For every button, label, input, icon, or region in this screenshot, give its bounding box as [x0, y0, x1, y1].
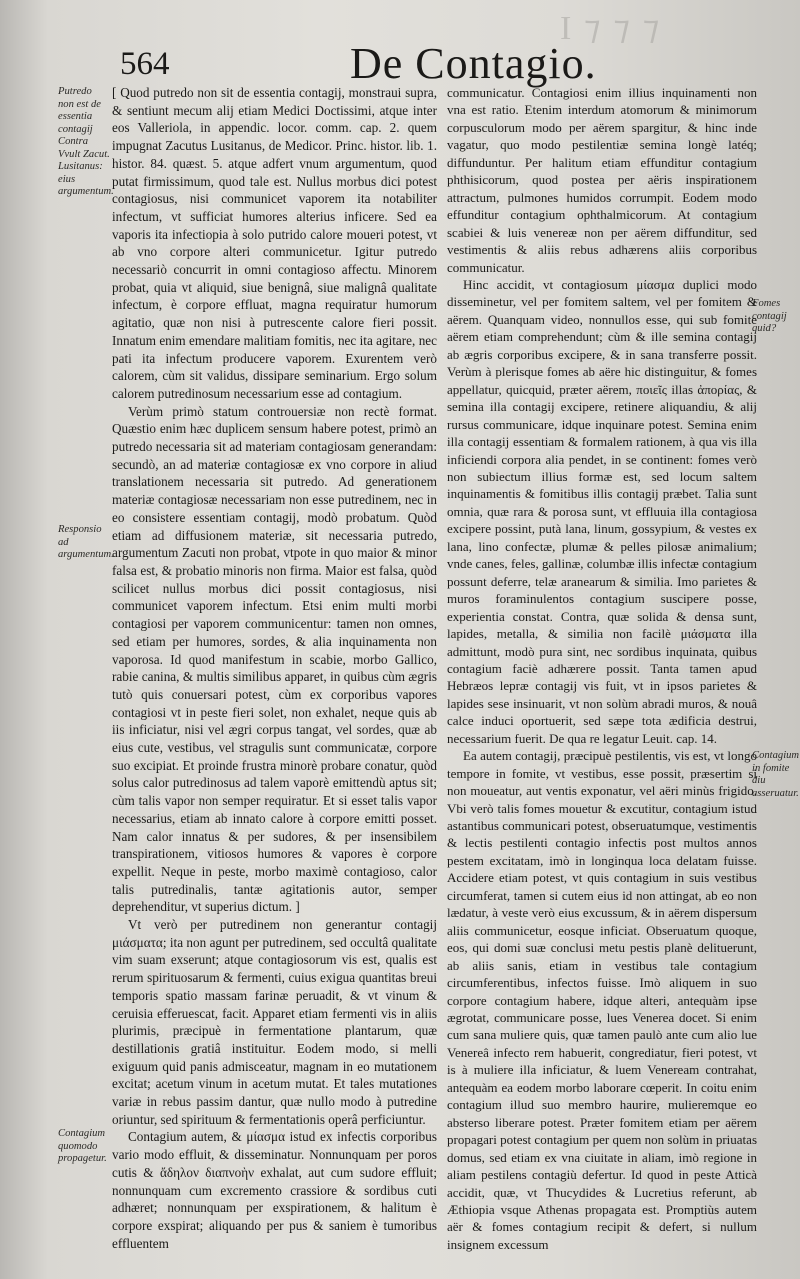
margin-note-putredo: Putredo non est de essentia contagij Contra Vvult Zacut. Lusitanus: eius argumentum. [58, 86, 114, 197]
paragraph: Vt verò per putredinem non generantur contagij μιάσματα; ita non agunt per putredinem, sed occultâ qualitate vim suam exserunt; atque contagiosorum vis est, qualis est rerum spirituosarum & fermenti, cuius exigua quantitas breui temporis spatio massam farinæ peruadit, & vt vinum & ceruisia efferuescat, facit. Apparet etiam fermenti vis in aliis plurimis, præcipuè in fermentatione plantarum, quæ destillationis gratiâ instituitur. Eodem modo, si melli exiguum quid panis admisceatur, magnam in eo mutationem excitat; acetum vinum in acetum mutat. Et tales mutationes variæ in rebus passim dantur, quæ nullo modo à putredine oriuntur, sed spirituum & fermentationis operâ perficiuntur. [112, 917, 437, 1127]
page-header [110, 38, 770, 88]
paragraph: Contagium autem, & μίασμα istud ex infectis corporibus vario modo effluit, & disseminatur. Nonnunquam per poros cutis & ἄδηλον διαπνοὴν exhalat, aut cum sudore effluit; nonnunquam cum excremento crassiore & sordibus cuti adhæret; nonnunquam per exspirationem, & halitum è corpore exspirat; aliquando per pus & saniem è tumoribus effluentem [112, 1129, 437, 1251]
margin-note-contagium-propagetur: Contagium quomodo propagetur. [58, 1128, 107, 1164]
right-column [447, 84, 757, 1253]
margin-note-responsio: Responsio ad argumentum. [58, 524, 114, 560]
paragraph: communicatur. Contagiosi enim illius inquinamenti non vna est ratio. Etenim interdum atomorum & minimorum corpusculorum modo per aërem spargitur, & hinc inde vagatur, quo modo pestilentiæ semina longè latéq; diffunduntur. Per halitum etiam effunditur contagium phthisicorum, quod postea per aëris inspirationem attractum, pulmones humidos corrumpit. Eodem modo effunditur contagium ophthalmicorum. At contagium scabiei & luis venereæ non per aërem diffunditur, sed vestimentis & aliis rebus adhærens aliis corporibus communicatur. [447, 85, 757, 275]
paragraph: Hinc accidit, vt contagiosum μίασμα duplici modo disseminetur, vel per fomitem saltem, vel per fomitem & aërem. Quanquam video, nonnullos esse, qui sub fomite aërem etiam comprehendunt; cùm & ille semina contagij ab ægris corporibus excipere, & in sana transferre possit. Verùm à plerisque fomes ab aëre hic distinguitur, & fomes appellatur, quicquid, præter aërem, ποιεῖς illas ἀπορίας, & semina illa contagij excipere, retinere aliquandiu, & alij rursus communicare, idque inquinare potest. Semina enim illa contagij essentiam & formalem rationem, à qua vis illa inficiendi corpora alia pendet, in se continent: fomes verò non subiectum illius formæ est, sed locum saltem inquinamentis & fomitibus illis contagij præbet. Talia sunt omnia, quæ rara & porosa sunt, vt effluuia illa contagiosa excipere possint, putà lana, linum, gossypium, & vestes ex lana, lino confectæ, plumæ & pelles pilosæ animalium; vnde canes, feles, gallinæ, columbæ illis infectæ contagium possunt deferre, telæ aranearum & similia. Imo parietes & muros foraminulentos contagium suscipere posse, experientia constat. Contra, quæ solida & densa sunt, lapides, metalla, & similia non facilè μιάσματα illa admittunt, modò pura sint, nec sordibus inquinata, quibus contagium faciè adhærere possit. Tanta tamen apud Hebræos lepræ contagij vis fuit, vt in ipsos parietes & lapides sese insinuarit, vt non solùm abradi muros, & nouâ calce induci oportuerit, sed sæpe tota ædificia destrui, necessarium fuerit. De qua re legatur Leuit. cap. 14. [447, 276, 757, 746]
margin-note-contagium-fomite: Contagium in fomite diu asseruatur. [752, 750, 800, 799]
bleed-through-text: I ⁊ ⁊ ⁊ [560, 10, 662, 47]
left-column [112, 84, 437, 1252]
running-title: De Contagio. [350, 39, 597, 88]
margin-note-fomes: Fomes contagij quid? [752, 298, 787, 334]
page-number: 564 [120, 46, 170, 82]
paragraph: [ Quod putredo non sit de essentia contagij, monstraui supra, & sentiunt mecum alij etiam Medici Doctissimi, atque inter eos Valleriola, in appendic. locor. comm. cap. 2. quem impugnat Zacutus Lusitanus, de Medicor. Princ. histor. lib. 1. histor. 84. quæst. 5. atque adfert vnum argumentum, quod putat firmissimum, quod tale est. Nullus morbus dici potest contagiosus, nisi communicet vaporem ita notabiliter infectum, vt sufficiat humores alterius inficere. Sed ea vaporis ita infectiopia à solo putrido calore moueri potest, vt ab vno corpore alteri communicetur. Igitur putredo necessariò concurrit in omni contagioso affectu. Minorem probat, quia vt aliquid, siue benignâ, siue malignâ qualitate infectum, è corpore effluat, magna requiratur humorum agitatio, quæ non nisi à putrescente calore fieri possit. Innatum enim emendare malitiam fomitis, nec ita agitare, nec pati ita infectum producere vaporem. Exurentem verò calorem, cùm sit validus, dissipare seminarium. Ergo solum calorem putredinosum necessarium esse ad contagium. [112, 85, 437, 401]
paragraph: Ea autem contagij, præcipuè pestilentis, vis est, vt longo tempore in fomite, vt vestibus, esse possit, præsertim si non moueatur, aut ventis exponatur, vel aëri minùs frigido. Vbi verò talis fomes mouetur & excutitur, contagium istud astantibus communicari potest, obseruatumque, vestimentis & lectis pestilenti contagio infectis post multos annos pestem excitatam, imò in longinqua loca delatam fuisse. Accidere etiam potest, vt quis contagium in suis vestibus circumferat, tamen si cutem eius id non attingat, ab eo non lædatur, à veste verò eius excussum, & in aërem dispersum aliis communicetur, eosque inficiat. Obseruatum quoque, eos, qui domi suæ conclusi metu pestis planè delituerunt, ab aliis sanis, etiam in vestibus tale contagium circumferentibus, infectos fuisse. Imò aliquem in suo corpore contagium habere, idque alteri, antequàm ipse ægrotat, communicare posse, lues Venerea docet. Si enim cum sana muliere quis, quæ tamen paulò ante cum alio lue Venereâ infecto rem habuerit, congrediatur, fieri potest, vt is à muliere illa inficiatur, & luem Veneream contrahat, antequàm ea eodem morbo laborare cœperit. In coitu enim contagium illud suo membro haurire, mulieremque eo abstersо liberare potest. Præter fomitem etiam per aërem propagari potest contagium per quem non solùm in priuatas domus, sed etiam ex vna ciuitate in aliam, imò regione in aliam pestilens contagiù defertur. Id quod in peste Atticà accidit, quæ, vt Thucydides & Lucretius referunt, ab Æthiopia vsque Athenas propagata est. Promptiùs autem aër & fomes contagium recipit & defert, si nullum insignem excessum [447, 748, 757, 1252]
paragraph: Verùm primò statum controuersiæ non rectè format. Quæstio enim hæc duplicem sensum habere potest, primò an putredo necessaria sit ad materiam contagiosam generandam: secundò, an ad materiæ contagiosæ ex vno corpore in aliud translationem necessaria sit putredo. Ad generationem materiæ contagiosæ necessariam non esse putredinem, nec in eo consistere essentiam contagij, modò probatum. Quòd etiam ad diffusionem materiæ, sit necessaria putredo, argumentum Zacuti non probat, vtpote in quo maior & minor falsa est, & probatio minoris non firma. Maior est falsa, quòd scilicet nullus morbus dici possit contagiosus, nisi communicet vaporem infectum. Etsi enim multi morbi contagiosi per vaporem communicentur: tamen non omnes, sed etiam per humores, sordes, & alia inquinamenta non vaporosa. Id quod manifestum in scabie, morbo Gallico, rabie canina, & multis similibus apparet, in quibus cùm ægris tutò quis conuersari potest, cùm ex corporibus vapores contagiosi vt in peste fieri solet, non exhalet, neque quis ab iis inficiatur, nisi vel ægri corpus tangat, vel sordes, quæ ab eius cute, vestibus, vel stragulis sunt communicatæ, corpore suo excipiat. Et proinde frustra minorè probare conatur, quòd solus calor putredinosus ad talem vaporè emittendù aptus sit; cùm talis vapor non semper requiratur. Et si esset talis vapor necessarius, etiam ab innato calore à corpore emitti posset. Nam calor innatus & per sudores, & per insensibilem transpirationem, vitiosos humores & vapores è corpore expellit. Neque in peste, morbo maximè contagioso, calor talis putredinalis, tantæ agitationis autor, semper deprehenditur, vt superius dictum. ] [112, 403, 437, 915]
